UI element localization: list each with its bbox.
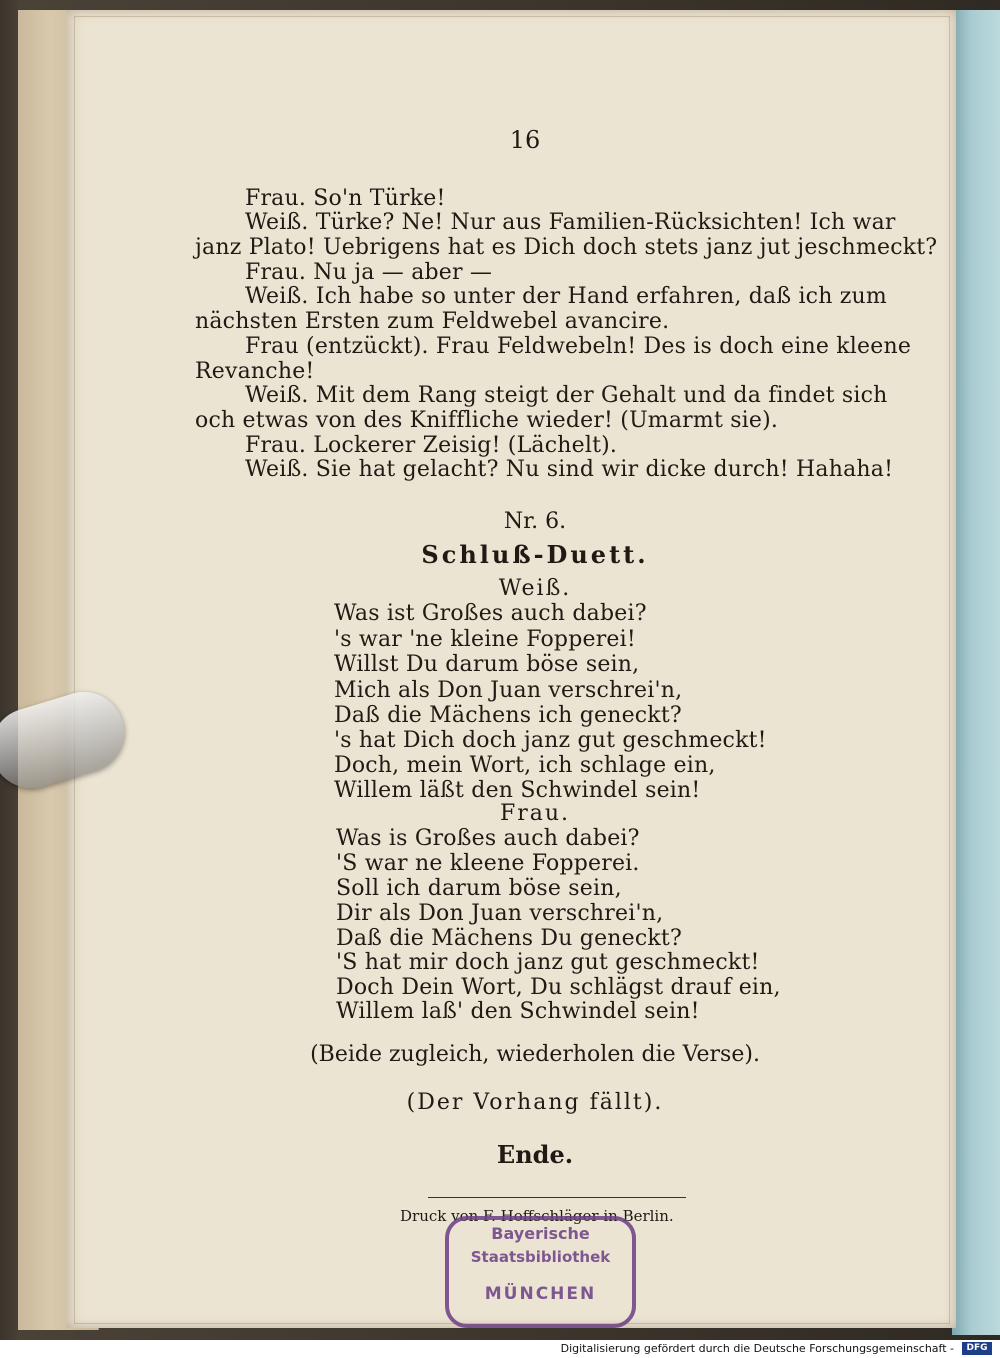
dialogue-line: Frau (entzückt). Frau Feldwebeln! Des is doch eine kleene — [245, 334, 912, 359]
dfg-logo: DFG — [962, 1342, 992, 1355]
printer-imprint: Druck von F. Hoffschläger in Berlin. — [400, 1207, 674, 1225]
verse-line: Mich als Don Juan verschrei'n, — [334, 678, 683, 703]
verse-line: Was is Großes auch dabei? — [336, 826, 640, 851]
verse-line: Daß die Mächens Du geneckt? — [336, 926, 682, 951]
verse-line: 'S war ne kleene Fopperei. — [336, 851, 640, 876]
speaker-heading: Frau. — [499, 801, 571, 826]
stamp-line: Bayerische — [491, 1224, 590, 1243]
end-marker: Ende. — [496, 1140, 574, 1169]
verse-line: 'S hat mir doch janz gut geschmeckt! — [336, 950, 760, 975]
verse-line: Doch Dein Wort, Du schlägst drauf ein, — [336, 975, 781, 1000]
dialogue-line: och etwas von des Kniffliche wieder! (Umarmt sie). — [195, 408, 779, 433]
verse-line: Willem laß' den Schwindel sein! — [336, 999, 700, 1024]
dialogue-line: Weiß. Mit dem Rang steigt der Gehalt und da findet sich — [245, 383, 888, 408]
dialogue-line: nächsten Ersten zum Feldwebel avancire. — [195, 309, 670, 334]
library-stamp — [445, 1216, 636, 1328]
dialogue-line: Weiß. Ich habe so unter der Hand erfahren, daß ich zum — [245, 284, 887, 309]
verse-line: Doch, mein Wort, ich schlage ein, — [334, 753, 716, 778]
verse-line: Willst Du darum böse sein, — [334, 652, 640, 677]
funding-notice: Digitalisierung gefördert durch die Deutsche Forschungsgemeinschaft - — [560, 1342, 954, 1355]
verse-line: 's hat Dich doch janz gut geschmeckt! — [334, 728, 767, 753]
dialogue-line: Weiß. Türke? Ne! Nur aus Familien-Rücksichten! Ich war — [245, 210, 896, 235]
verse-line: 's war 'ne kleine Fopperei! — [334, 627, 636, 652]
dialogue-line: Frau. Nu ja — aber — — [245, 260, 493, 285]
verse-line: Was ist Großes auch dabei? — [334, 601, 647, 626]
dialogue-line: Frau. So'n Türke! — [245, 186, 446, 211]
book-cover-edge — [952, 10, 1000, 1335]
verse-line: Dir als Don Juan verschrei'n, — [336, 901, 664, 926]
dialogue-line: janz Plato! Uebrigens hat es Dich doch stets janz jut jeschmeckt? — [195, 235, 938, 260]
section-title: Schluß-Duett. — [421, 540, 649, 569]
verse-line: Daß die Mächens ich geneckt? — [334, 703, 682, 728]
dialogue-line: Frau. Lockerer Zeisig! (Lächelt). — [245, 433, 618, 458]
page-number: 16 — [509, 126, 541, 154]
section-number: Nr. 6. — [503, 509, 567, 534]
speaker-heading: Weiß. — [498, 576, 572, 601]
divider-rule — [428, 1197, 686, 1198]
dialogue-line: Weiß. Sie hat gelacht? Nu sind wir dicke durch! Hahaha! — [245, 457, 894, 482]
verse-line: Soll ich darum böse sein, — [336, 876, 622, 901]
stamp-line: MÜNCHEN — [484, 1284, 597, 1304]
dialogue-line: Revanche! — [195, 359, 315, 384]
stage-direction: (Der Vorhang fällt). — [406, 1090, 664, 1115]
verse-line: Willem läßt den Schwindel sein! — [334, 778, 701, 803]
stamp-line: Staatsbibliothek — [470, 1248, 611, 1266]
stage-direction: (Beide zugleich, wiederholen die Verse). — [310, 1042, 760, 1067]
